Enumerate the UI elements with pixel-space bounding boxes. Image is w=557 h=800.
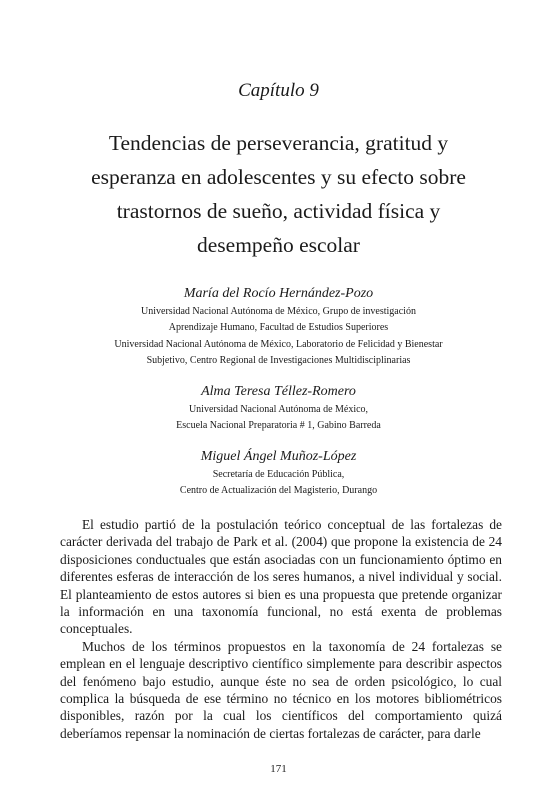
author-name: Miguel Ángel Muñoz-López	[200, 449, 357, 464]
affiliation-line: Universidad Nacional Autónoma de México, Laboratorio de Felicidad y Bienestar	[114, 338, 443, 350]
author-name: María del Rocío Hernández-Pozo	[183, 286, 374, 301]
author-block	[60, 284, 497, 370]
affiliation-line: Secretaría de Educación Pública,	[212, 469, 345, 480]
affiliation-line: Subjetivo, Centro Regional de Investigaciones Multidisciplinarias	[146, 355, 411, 367]
affiliation-line: Universidad Nacional Autónoma de México, Grupo de investigación	[141, 306, 416, 317]
affiliation-line: Universidad Nacional Autónoma de México,	[188, 404, 369, 415]
author-block	[60, 382, 497, 435]
title-line: esperanza en adolescentes y su efecto sobre	[91, 165, 466, 189]
chapter-title	[40, 126, 517, 262]
affiliation-line: Escuela Nacional Preparatoria # 1, Gabino Barreda	[176, 420, 381, 432]
body-text	[60, 516, 502, 742]
affiliation-line: Centro de Actualización del Magisterio, Durango	[179, 485, 378, 497]
author-name: Alma Teresa Téllez-Romero	[201, 384, 356, 399]
paragraph: El estudio partió de la postulación teórico conceptual de las fortalezas de carácter derivada del trabajo de Park et al. (2004) que propone la existencia de 24 disposiciones conductuales que están asociadas con un funcionamiento óptimo en diferentes esferas de interacción de los seres humanos, a nivel individual y social. El planteamiento de estos autores si bien es una propuesta que pretende organizar la información en una taxonomía funcional, no está exenta de problemas conceptuales.	[60, 517, 502, 637]
author-block	[60, 447, 497, 500]
affiliation-line: Aprendizaje Humano, Facultad de Estudios Superiores	[168, 322, 389, 334]
chapter-label: Capítulo 9	[238, 80, 319, 101]
title-line: Tendencias de perseverancia, gratitud y	[108, 131, 449, 155]
paragraph: Muchos de los términos propuestos en la taxonomía de 24 fortalezas se emplean en el lenguaje descriptivo científico simplemente para describir aspectos del fenómeno bajo estudio, aunque éste no sea de orden psicológico, lo cual complica la búsqueda de ese término no técnico en los motores bibliométricos disponibles, razón por la cual los científicos del comportamiento quizá deberíamos repensar la nominación de ciertas fortalezas de carácter, para darle	[60, 638, 502, 741]
title-line: desempeño escolar	[197, 233, 360, 257]
page-number: 171	[270, 763, 287, 775]
title-line: trastornos de sueño, actividad física y	[116, 199, 441, 223]
